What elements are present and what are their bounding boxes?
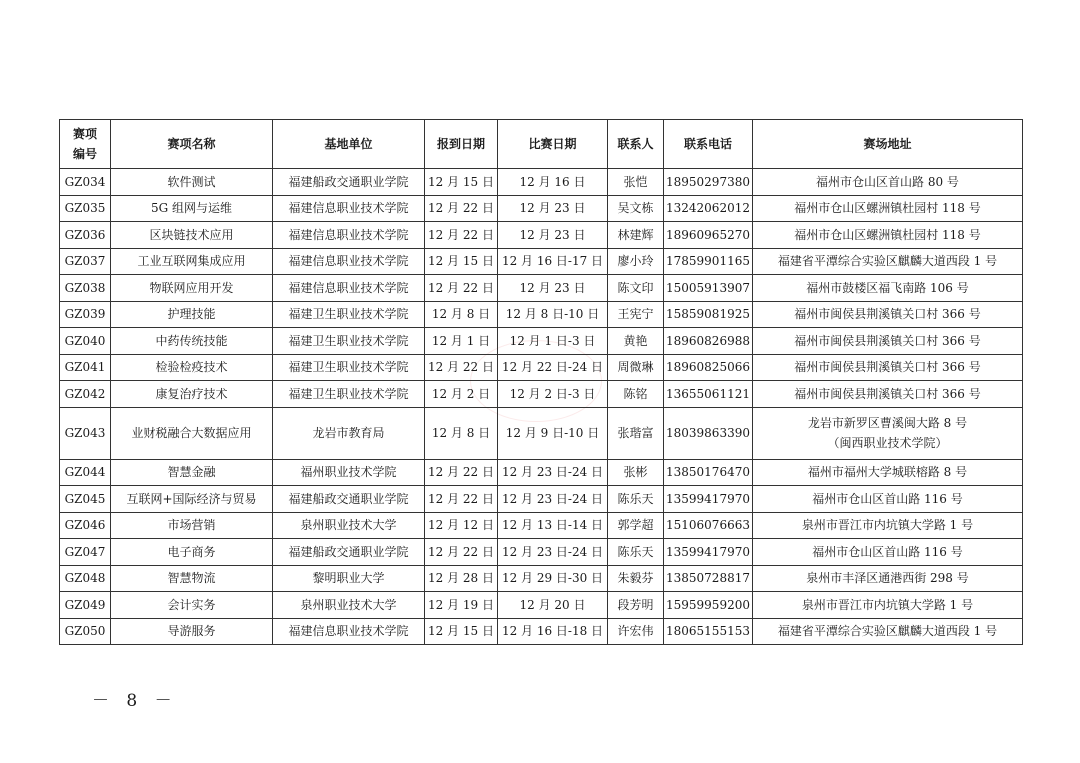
cell-phone: 17859901165 (664, 248, 753, 275)
cell-name: 物联网应用开发 (111, 275, 273, 302)
table-row (60, 512, 1023, 539)
cell-address: 福州市鼓楼区福飞南路 106 号 (752, 275, 1022, 302)
cell-date: 12 月 8 日-10 日 (498, 301, 608, 328)
cell-unit: 福建信息职业技术学院 (273, 275, 425, 302)
competition-schedule-table (59, 119, 1023, 645)
cell-name: 5G 组网与运维 (111, 195, 273, 222)
cell-id: GZ036 (60, 222, 111, 249)
cell-date: 12 月 16 日 (498, 169, 608, 196)
cell-name: 检验检疫技术 (111, 354, 273, 381)
cell-phone: 18960825066 (664, 354, 753, 381)
table-row (60, 222, 1023, 249)
cell-unit: 黎明职业大学 (273, 565, 425, 592)
cell-checkin: 12 月 22 日 (425, 275, 498, 302)
cell-address: 福州市闽侯县荆溪镇关口村 366 号 (752, 301, 1022, 328)
cell-contact: 陈乐天 (608, 486, 664, 513)
cell-address (752, 407, 1022, 459)
cell-unit: 福建船政交通职业学院 (273, 539, 425, 566)
cell-date: 12 月 16 日-18 日 (498, 618, 608, 645)
cell-unit: 福建卫生职业技术学院 (273, 381, 425, 408)
cell-address: 福州市福州大学城联榕路 8 号 (752, 459, 1022, 486)
cell-checkin: 12 月 22 日 (425, 222, 498, 249)
cell-id: GZ045 (60, 486, 111, 513)
cell-contact: 王宪宁 (608, 301, 664, 328)
cell-date: 12 月 29 日-30 日 (498, 565, 608, 592)
table-row (60, 459, 1023, 486)
cell-address: 泉州市晋江市内坑镇大学路 1 号 (752, 512, 1022, 539)
cell-unit: 泉州职业技术大学 (273, 512, 425, 539)
cell-checkin: 12 月 22 日 (425, 354, 498, 381)
cell-checkin: 12 月 22 日 (425, 486, 498, 513)
table-row (60, 486, 1023, 513)
cell-id: GZ043 (60, 407, 111, 459)
table-row (60, 301, 1023, 328)
cell-checkin: 12 月 19 日 (425, 592, 498, 619)
cell-checkin: 12 月 8 日 (425, 301, 498, 328)
address-line: 龙岩市新罗区曹溪闽大路 8 号 (807, 416, 968, 430)
cell-name: 区块链技术应用 (111, 222, 273, 249)
cell-contact: 张瑎富 (608, 407, 664, 459)
table-row (60, 354, 1023, 381)
cell-date: 12 月 16 日-17 日 (498, 248, 608, 275)
cell-contact: 黄艳 (608, 328, 664, 355)
table-row (60, 592, 1023, 619)
cell-address: 福建省平潭综合实验区麒麟大道西段 1 号 (752, 618, 1022, 645)
cell-unit: 福建卫生职业技术学院 (273, 328, 425, 355)
table-row (60, 539, 1023, 566)
cell-name: 互联网+国际经济与贸易 (111, 486, 273, 513)
table-row (60, 618, 1023, 645)
cell-name: 工业互联网集成应用 (111, 248, 273, 275)
cell-id: GZ044 (60, 459, 111, 486)
cell-name: 护理技能 (111, 301, 273, 328)
cell-unit: 福建船政交通职业学院 (273, 169, 425, 196)
cell-id: GZ039 (60, 301, 111, 328)
cell-checkin: 12 月 28 日 (425, 565, 498, 592)
cell-unit: 福建船政交通职业学院 (273, 486, 425, 513)
cell-date: 12 月 23 日 (498, 195, 608, 222)
cell-checkin: 12 月 22 日 (425, 539, 498, 566)
cell-checkin: 12 月 15 日 (425, 169, 498, 196)
cell-date: 12 月 23 日-24 日 (498, 459, 608, 486)
cell-id: GZ047 (60, 539, 111, 566)
cell-address: 福州市仓山区首山路 80 号 (752, 169, 1022, 196)
table-row (60, 195, 1023, 222)
cell-date: 12 月 23 日 (498, 222, 608, 249)
cell-id: GZ046 (60, 512, 111, 539)
cell-phone: 13850728817 (664, 565, 753, 592)
cell-contact: 周微琳 (608, 354, 664, 381)
table-row (60, 169, 1023, 196)
header-address: 赛场地址 (752, 120, 1022, 169)
cell-date: 12 月 23 日 (498, 275, 608, 302)
header-phone: 联系电话 (664, 120, 753, 169)
cell-name: 智慧物流 (111, 565, 273, 592)
cell-unit: 龙岩市教育局 (273, 407, 425, 459)
cell-name: 智慧金融 (111, 459, 273, 486)
cell-contact: 陈铭 (608, 381, 664, 408)
cell-checkin: 12 月 15 日 (425, 618, 498, 645)
cell-date: 12 月 23 日-24 日 (498, 539, 608, 566)
table-header-row (60, 120, 1023, 169)
cell-contact: 段芳明 (608, 592, 664, 619)
cell-phone: 18960965270 (664, 222, 753, 249)
header-id-line1: 赛项 (72, 127, 97, 141)
cell-checkin: 12 月 2 日 (425, 381, 498, 408)
header-checkin: 报到日期 (425, 120, 498, 169)
cell-address: 福州市闽侯县荆溪镇关口村 366 号 (752, 381, 1022, 408)
cell-checkin: 12 月 1 日 (425, 328, 498, 355)
address-line-2: （闽西职业技术学院） (827, 436, 948, 450)
cell-address: 福州市闽侯县荆溪镇关口村 366 号 (752, 354, 1022, 381)
cell-id: GZ040 (60, 328, 111, 355)
cell-id: GZ050 (60, 618, 111, 645)
cell-phone: 18960826988 (664, 328, 753, 355)
cell-unit: 福建信息职业技术学院 (273, 222, 425, 249)
cell-contact: 陈乐天 (608, 539, 664, 566)
header-unit: 基地单位 (273, 120, 425, 169)
cell-contact: 朱毅芬 (608, 565, 664, 592)
cell-name: 市场营销 (111, 512, 273, 539)
cell-contact: 张恺 (608, 169, 664, 196)
cell-id: GZ037 (60, 248, 111, 275)
cell-contact: 陈文印 (608, 275, 664, 302)
cell-address: 福州市仓山区螺洲镇杜园村 118 号 (752, 195, 1022, 222)
cell-date: 12 月 22 日-24 日 (498, 354, 608, 381)
cell-phone: 13599417970 (664, 486, 753, 513)
cell-name: 中药传统技能 (111, 328, 273, 355)
cell-checkin: 12 月 22 日 (425, 459, 498, 486)
cell-date: 12 月 13 日-14 日 (498, 512, 608, 539)
cell-phone: 15106076663 (664, 512, 753, 539)
cell-address: 福州市仓山区螺洲镇杜园村 118 号 (752, 222, 1022, 249)
header-date: 比赛日期 (498, 120, 608, 169)
table-row (60, 381, 1023, 408)
cell-contact: 许宏伟 (608, 618, 664, 645)
cell-address: 福州市仓山区首山路 116 号 (752, 486, 1022, 513)
header-contact: 联系人 (608, 120, 664, 169)
cell-phone: 13655061121 (664, 381, 753, 408)
cell-date: 12 月 1 日-3 日 (498, 328, 608, 355)
cell-phone: 18039863390 (664, 407, 753, 459)
cell-name: 软件测试 (111, 169, 273, 196)
header-id-line2: 编号 (72, 147, 97, 161)
cell-id: GZ034 (60, 169, 111, 196)
cell-address: 福州市闽侯县荆溪镇关口村 366 号 (752, 328, 1022, 355)
cell-contact: 张彬 (608, 459, 664, 486)
cell-date: 12 月 9 日-10 日 (498, 407, 608, 459)
header-name: 赛项名称 (111, 120, 273, 169)
cell-phone: 15959959200 (664, 592, 753, 619)
cell-unit: 泉州职业技术大学 (273, 592, 425, 619)
cell-unit: 福州职业技术学院 (273, 459, 425, 486)
cell-unit: 福建信息职业技术学院 (273, 248, 425, 275)
cell-phone: 15859081925 (664, 301, 753, 328)
cell-phone: 18065155153 (664, 618, 753, 645)
cell-date: 12 月 20 日 (498, 592, 608, 619)
cell-unit: 福建卫生职业技术学院 (273, 301, 425, 328)
cell-id: GZ041 (60, 354, 111, 381)
cell-name: 业财税融合大数据应用 (111, 407, 273, 459)
cell-id: GZ048 (60, 565, 111, 592)
cell-name: 会计实务 (111, 592, 273, 619)
cell-id: GZ042 (60, 381, 111, 408)
cell-phone: 13850176470 (664, 459, 753, 486)
cell-contact: 廖小玲 (608, 248, 664, 275)
cell-address: 福建省平潭综合实验区麒麟大道西段 1 号 (752, 248, 1022, 275)
cell-contact: 郭学超 (608, 512, 664, 539)
cell-date: 12 月 2 日-3 日 (498, 381, 608, 408)
cell-id: GZ038 (60, 275, 111, 302)
cell-checkin: 12 月 8 日 (425, 407, 498, 459)
cell-phone: 15005913907 (664, 275, 753, 302)
table-row (60, 565, 1023, 592)
cell-name: 康复治疗技术 (111, 381, 273, 408)
cell-phone: 13599417970 (664, 539, 753, 566)
cell-unit: 福建信息职业技术学院 (273, 618, 425, 645)
cell-checkin: 12 月 22 日 (425, 195, 498, 222)
table-row (60, 328, 1023, 355)
table-row (60, 275, 1023, 302)
cell-checkin: 12 月 12 日 (425, 512, 498, 539)
cell-date: 12 月 23 日-24 日 (498, 486, 608, 513)
table-row (60, 248, 1023, 275)
cell-contact: 吴文栋 (608, 195, 664, 222)
cell-id: GZ049 (60, 592, 111, 619)
cell-unit: 福建卫生职业技术学院 (273, 354, 425, 381)
cell-name: 导游服务 (111, 618, 273, 645)
header-id (60, 120, 111, 169)
cell-address: 泉州市晋江市内坑镇大学路 1 号 (752, 592, 1022, 619)
cell-address: 泉州市丰泽区通港西街 298 号 (752, 565, 1022, 592)
cell-unit: 福建信息职业技术学院 (273, 195, 425, 222)
cell-checkin: 12 月 15 日 (425, 248, 498, 275)
cell-name: 电子商务 (111, 539, 273, 566)
table-row (60, 407, 1023, 459)
page-number: － 8 － (92, 691, 178, 711)
cell-phone: 13242062012 (664, 195, 753, 222)
cell-address: 福州市仓山区首山路 116 号 (752, 539, 1022, 566)
cell-phone: 18950297380 (664, 169, 753, 196)
cell-contact: 林建辉 (608, 222, 664, 249)
cell-id: GZ035 (60, 195, 111, 222)
